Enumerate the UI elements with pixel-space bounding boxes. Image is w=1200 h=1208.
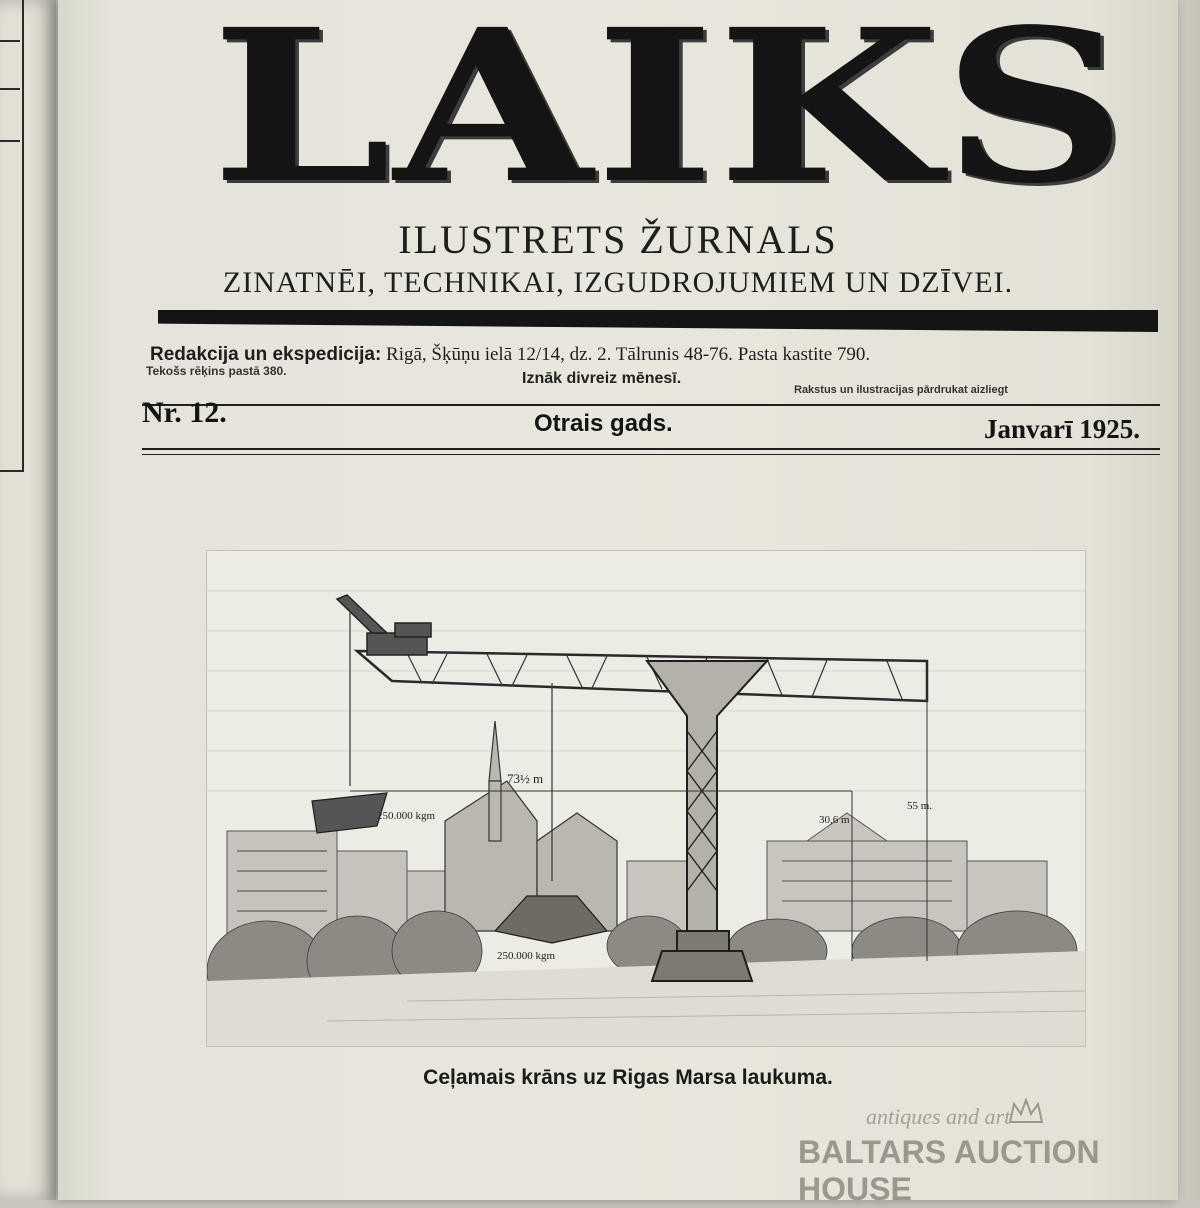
dim-width-label: 73½ m <box>507 771 544 786</box>
left-page-rule <box>0 140 20 142</box>
dim-height-1-label: 30,6 m <box>819 814 850 826</box>
crane-illustration <box>206 550 1086 1047</box>
masthead-title: LAIKS <box>210 0 1130 230</box>
dim-height-2-label: 55 m. <box>907 800 933 812</box>
magazine-page <box>58 0 1178 1207</box>
issue-row <box>142 396 1160 442</box>
masthead <box>210 0 1130 230</box>
editorial-address: Rigā, Šķūņu ielā 12/14, dz. 2. <box>386 344 612 365</box>
left-page-frame <box>0 0 24 472</box>
masthead-tagline: ZINATNĒI, TECHNIKAI, IZGUDROJUMIEM UN DZĪVEI. <box>222 266 1014 299</box>
crane-trolley <box>337 595 431 655</box>
masthead-subtitle: ILUSTRETS ŽURNALS <box>398 217 838 262</box>
rule-bottom <box>142 448 1160 450</box>
editorial-phone: Tālrunis 48-76. <box>615 344 733 365</box>
editorial-pobox: Pasta kastite 790. <box>737 344 871 365</box>
crane-engraving <box>207 551 1085 1046</box>
rule-bottom-thin <box>142 454 1160 455</box>
issue-number: Nr. 12. <box>142 396 227 429</box>
left-page-rule <box>0 88 20 90</box>
dim-load-left-label: 250.000 kgm <box>377 810 436 822</box>
editorial-info <box>150 344 1150 366</box>
masthead-rule <box>158 310 1158 332</box>
crane-jib <box>357 651 927 701</box>
illustration-caption: Ceļamais krāns uz Rigas Marsa laukuma. <box>423 1066 833 1089</box>
notice-copyright: Rakstus un ilustracijas pārdrukat aizliegt <box>794 384 1008 396</box>
issue-date: Janvarī 1925. <box>983 414 1140 444</box>
dim-load-center-label: 250.000 kgm <box>497 950 556 962</box>
watermark-brand: BALTARS AUCTION HOUSE <box>798 1134 1100 1207</box>
left-facing-page <box>0 0 56 1200</box>
editorial-label: Redakcija un ekspedicija: <box>150 344 382 365</box>
notice-frequency: Iznāk divreiz mēnesī. <box>522 370 682 387</box>
watermark-tagline: antiques and art <box>866 1104 1011 1129</box>
crown-icon <box>1008 1098 1044 1126</box>
notice-account: Tekošs rēķins pastā 380. <box>146 364 287 378</box>
issue-year: Otrais gads. <box>534 410 673 437</box>
left-page-rule <box>0 40 20 42</box>
